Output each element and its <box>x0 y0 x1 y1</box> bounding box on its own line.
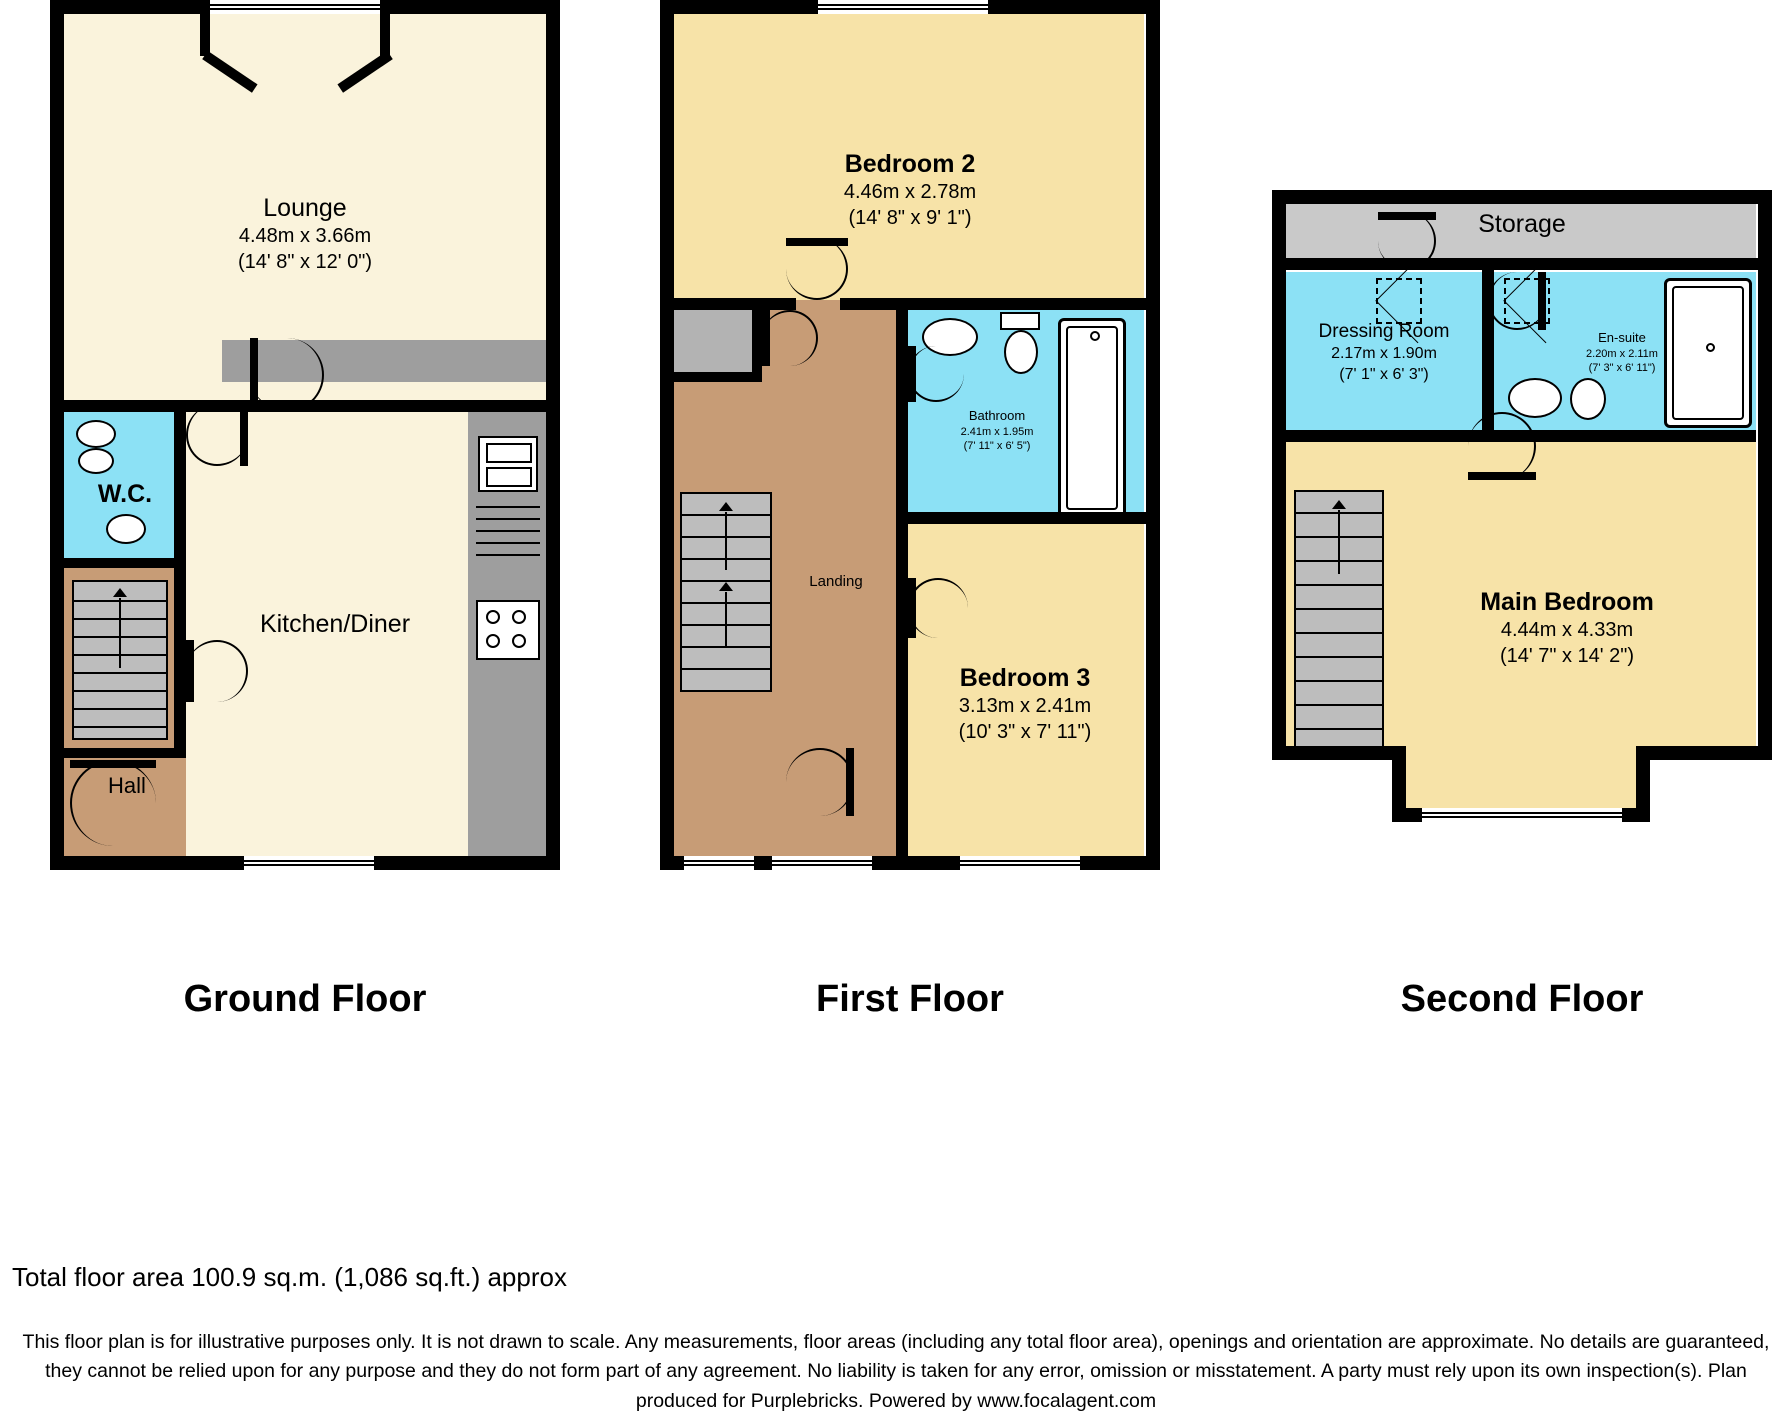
label-landing-name: Landing <box>809 573 863 590</box>
label-kitchen-name: Kitchen/Diner <box>259 610 411 638</box>
label-main-bedroom <box>1402 586 1732 669</box>
label-bedroom2 <box>760 148 1060 231</box>
label-dressing-name: Dressing Room <box>1318 321 1450 342</box>
wall-wc-bottom <box>64 558 186 568</box>
label-dressing-room <box>1288 320 1480 385</box>
wall-cupboard-right <box>752 300 762 380</box>
label-bedroom2-metric: 4.46m x 2.78m <box>843 181 977 203</box>
door-dressing-room <box>1468 412 1536 480</box>
wall-left <box>660 0 674 870</box>
ensuite-toilet <box>1570 378 1606 420</box>
label-kitchen <box>205 608 465 640</box>
ground-floor-plan <box>50 0 560 880</box>
label-bedroom3-name: Bedroom 3 <box>959 664 1091 692</box>
label-ensuite-metric: 2.20m x 2.11m <box>1586 347 1658 360</box>
label-lounge <box>155 192 455 275</box>
wall-cupboard-bottom <box>674 372 762 382</box>
window-main-bedroom-bay <box>1422 808 1622 822</box>
wall-right-mid <box>1758 258 1772 758</box>
kitchen-worktop-hatch <box>476 500 540 560</box>
wall-bedroom2-bottom-left <box>674 298 796 310</box>
door-ensuite <box>1488 272 1546 330</box>
first-stairs <box>680 492 772 692</box>
label-bedroom2-name: Bedroom 2 <box>844 150 976 178</box>
wall-hall-bottom <box>64 748 186 758</box>
label-dressing-metric: 2.17m x 1.90m <box>1331 345 1437 363</box>
label-storage-name: Storage <box>1478 210 1566 238</box>
first-floor-plan <box>660 0 1160 880</box>
wall-storage-bottom <box>1272 258 1772 270</box>
label-ensuite-name: En-suite <box>1598 330 1646 345</box>
label-main-bedroom-name: Main Bedroom <box>1480 588 1654 616</box>
wall-bottom-left <box>1272 746 1404 760</box>
door-cupboard <box>762 310 818 366</box>
label-main-bedroom-imperial: (14' 7" x 14' 2") <box>1499 644 1635 667</box>
label-ensuite-imperial: (7' 3" x 6' 11") <box>1588 361 1656 374</box>
label-ensuite <box>1562 330 1682 375</box>
bathroom-toilet-seat <box>1004 330 1038 374</box>
door-wc <box>186 404 248 466</box>
label-wc <box>75 478 175 510</box>
wc-toilet-2 <box>106 514 146 544</box>
wall-left <box>50 0 64 870</box>
kitchen-hob <box>476 600 540 660</box>
label-bathroom-metric: 2.41m x 1.95m <box>960 425 1034 438</box>
lounge-bay-notch-right <box>380 10 390 56</box>
wc-basin <box>76 420 116 448</box>
window-landing-rear <box>684 856 754 870</box>
ground-floor-title: Ground Floor <box>183 978 427 1020</box>
dressing-shower-tray <box>1376 278 1422 324</box>
wall-right <box>1146 0 1160 870</box>
landing-cupboard-fill <box>674 300 754 380</box>
label-bathroom-name: Bathroom <box>968 408 1026 423</box>
second-stairs <box>1294 490 1384 748</box>
wall-bathroom-bottom <box>896 512 1146 524</box>
door-bathroom <box>908 346 964 402</box>
label-bedroom3 <box>906 662 1144 745</box>
first-floor-title: First Floor <box>816 978 1004 1020</box>
label-bathroom <box>922 408 1072 453</box>
wall-bottom-right <box>1638 746 1772 760</box>
wall-landing-right <box>896 300 908 860</box>
wall-wc-right <box>174 400 186 570</box>
door-storage <box>1378 212 1436 270</box>
label-wc-name: W.C. <box>97 480 153 508</box>
lounge-bay-notch-left <box>200 10 210 56</box>
label-bathroom-imperial: (7' 11" x 6' 5") <box>963 439 1031 452</box>
label-bedroom3-metric: 3.13m x 2.41m <box>958 695 1092 717</box>
label-bedroom3-imperial: (10' 3" x 7' 11") <box>958 720 1092 743</box>
wall-bedroom2-bottom-right <box>840 298 1146 310</box>
window-kitchen-rear <box>244 856 374 870</box>
total-floor-area: Total floor area 100.9 sq.m. (1,086 sq.ft.) approx <box>12 1262 567 1292</box>
second-floor-title: Second Floor <box>1400 978 1644 1020</box>
door-lounge <box>250 338 324 412</box>
second-floor-plan <box>1272 190 1772 950</box>
door-bedroom3 <box>908 578 968 638</box>
wc-toilet-seat <box>78 448 114 474</box>
window-bedroom3-rear <box>960 856 1080 870</box>
label-lounge-imperial: (14' 8" x 12' 0") <box>237 250 373 273</box>
label-hall-name: Hall <box>108 773 146 798</box>
room-main-bedroom-bay-fill <box>1404 746 1638 808</box>
disclaimer-text: This floor plan is for illustrative purposes only. It is not drawn to scale. Any measurements, floor areas (including any total floor area), openings and orientation are approximate. No details are guaranteed, they cannot be relied upon for any purpose and they do not form part of any agreement. No liability is taken for any error, omission or misstatement. A party must rely upon its own inspection(s). Plan produced for Purplebricks. Powered by www.focalagent.com <box>22 1331 1770 1412</box>
window-lounge-front <box>210 0 380 14</box>
wall-hall-right <box>174 558 186 758</box>
label-storage <box>1432 208 1612 240</box>
door-hall-to-kitchen <box>186 640 248 702</box>
label-bedroom2-imperial: (14' 8" x 9' 1") <box>848 206 972 229</box>
window-landing-rear-2 <box>772 856 872 870</box>
label-main-bedroom-metric: 4.44m x 4.33m <box>1500 619 1634 641</box>
kitchen-sink <box>478 436 538 492</box>
bathroom-toilet <box>1000 312 1040 330</box>
label-lounge-name: Lounge <box>263 194 347 222</box>
label-dressing-imperial: (7' 1" x 6' 3") <box>1339 365 1429 383</box>
ground-stairs <box>72 580 168 740</box>
window-bedroom2-front <box>818 0 988 14</box>
label-landing <box>778 572 894 591</box>
label-hall <box>80 772 174 800</box>
wall-top <box>1272 190 1772 204</box>
label-lounge-metric: 4.48m x 3.66m <box>238 225 372 247</box>
door-landing-stairs <box>786 748 854 816</box>
wall-right <box>546 0 560 870</box>
door-bedroom2 <box>786 238 848 300</box>
wall-left-mid <box>1272 258 1286 758</box>
